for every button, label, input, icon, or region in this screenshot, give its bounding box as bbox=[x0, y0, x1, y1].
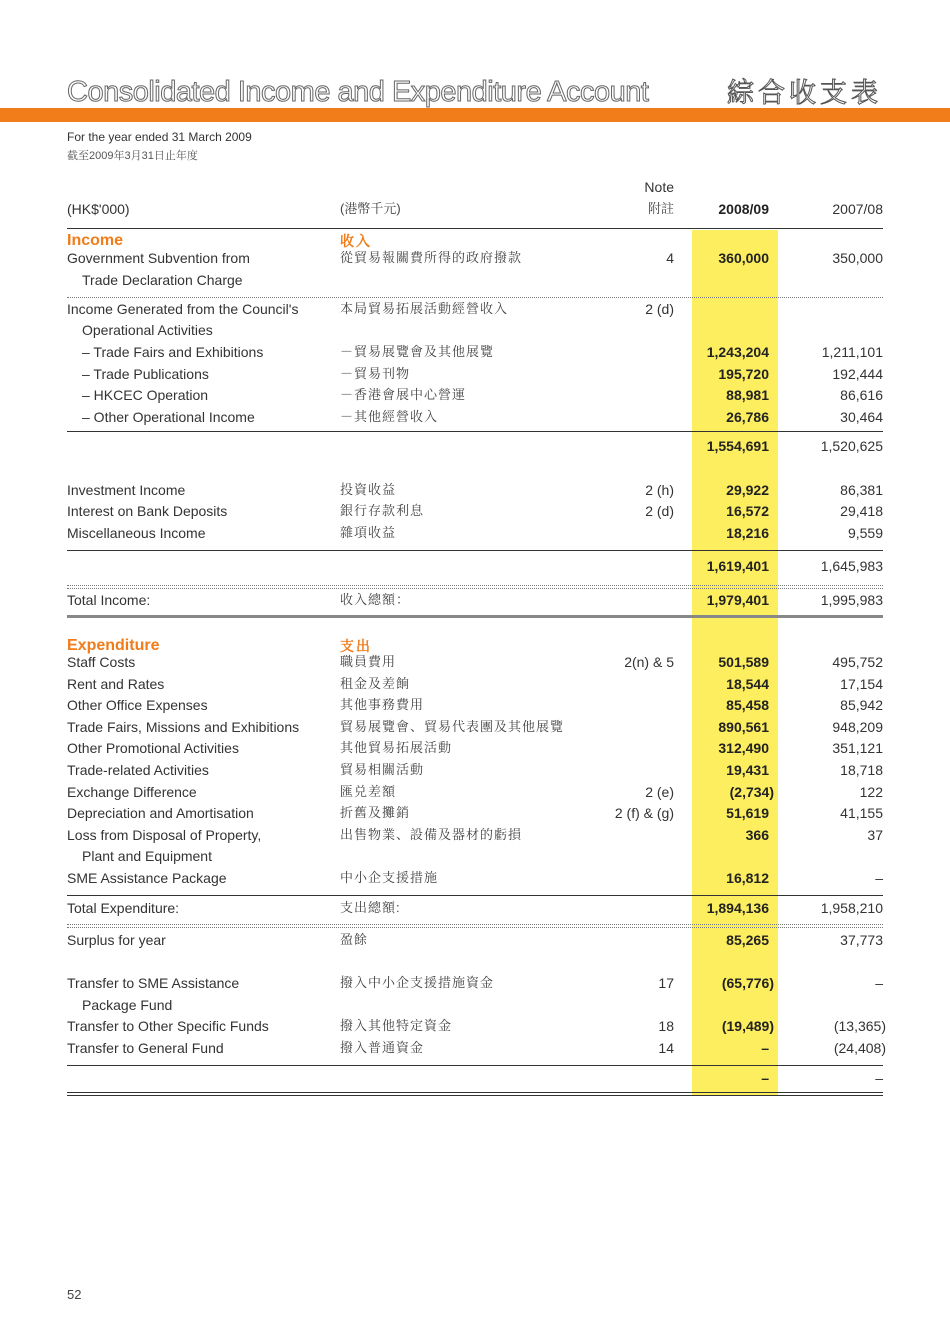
row-note: 2(n) & 5 bbox=[624, 654, 674, 670]
table-row bbox=[0, 973, 950, 993]
row-current: 18,216 bbox=[726, 525, 769, 541]
table-row bbox=[0, 501, 950, 521]
table-row bbox=[0, 868, 950, 888]
row-label-zh: 其他事務費用 bbox=[340, 697, 425, 712]
row-label-zh: －香港會展中心營運 bbox=[340, 387, 467, 402]
row-previous: 122 bbox=[859, 784, 883, 800]
row-label: Package Fund bbox=[82, 997, 173, 1013]
row-previous: 1,958,210 bbox=[820, 900, 883, 916]
row-previous: 192,444 bbox=[832, 366, 883, 382]
row-previous: 351,121 bbox=[832, 740, 883, 756]
table-row bbox=[0, 342, 950, 362]
row-label-zh: 租金及差餉 bbox=[340, 676, 411, 691]
table-row bbox=[0, 1038, 950, 1058]
row-previous: 350,000 bbox=[832, 250, 883, 266]
row-label: Interest on Bank Deposits bbox=[67, 503, 228, 519]
row-note: 2 (d) bbox=[645, 301, 674, 317]
table-row bbox=[0, 995, 950, 1015]
table-row bbox=[0, 717, 950, 737]
row-previous: 37 bbox=[867, 827, 883, 843]
row-current: – bbox=[761, 1070, 769, 1086]
row-current: (65,776) bbox=[721, 975, 774, 991]
subtotal-rule bbox=[67, 431, 883, 432]
row-label-zh: 雜項收益 bbox=[340, 525, 397, 540]
table-row bbox=[0, 523, 950, 543]
header-rule bbox=[67, 228, 883, 229]
row-previous: – bbox=[875, 1070, 883, 1086]
row-label-zh: 撥入其他特定資金 bbox=[340, 1018, 453, 1033]
row-current: 1,894,136 bbox=[706, 900, 769, 916]
table-row bbox=[0, 695, 950, 715]
row-label-zh: 收入總額： bbox=[340, 592, 411, 607]
row-previous: 1,645,983 bbox=[820, 558, 883, 574]
page-number: 52 bbox=[67, 1287, 82, 1302]
table-row bbox=[0, 320, 950, 340]
row-current: 890,561 bbox=[718, 719, 769, 735]
row-label: Total Expenditure: bbox=[67, 900, 180, 916]
row-label-zh: 匯兑差額 bbox=[340, 784, 397, 799]
row-current: 501,589 bbox=[718, 654, 769, 670]
row-note: 18 bbox=[658, 1018, 674, 1034]
row-previous: 18,718 bbox=[840, 762, 883, 778]
row-label-zh: 撥入中小企支援措施資金 bbox=[340, 975, 495, 990]
dotted-rule bbox=[67, 585, 883, 586]
row-label: Transfer to General Fund bbox=[67, 1040, 224, 1056]
row-current: 18,544 bbox=[726, 676, 769, 692]
row-current: 366 bbox=[745, 827, 769, 843]
row-label: Government Subvention from bbox=[67, 250, 250, 266]
row-label-zh: 其他貿易拓展活動 bbox=[340, 740, 453, 755]
row-previous: 86,381 bbox=[840, 482, 883, 498]
income-heading-zh: 收入 bbox=[340, 233, 372, 249]
row-previous: (24,408) bbox=[833, 1040, 886, 1056]
row-label: Total Income: bbox=[67, 592, 151, 608]
row-current: 85,265 bbox=[726, 932, 769, 948]
row-label-zh: －貿易展覽會及其他展覽 bbox=[340, 344, 495, 359]
row-label: SME Assistance Package bbox=[67, 870, 227, 886]
row-previous: 86,616 bbox=[840, 387, 883, 403]
row-label-zh: 貿易相關活動 bbox=[340, 762, 425, 777]
row-label-zh: 投資收益 bbox=[340, 482, 397, 497]
row-label-zh: 中小企支援措施 bbox=[340, 870, 439, 885]
dotted-rule bbox=[67, 588, 883, 589]
row-previous: 17,154 bbox=[840, 676, 883, 692]
table-row bbox=[0, 782, 950, 802]
row-label-zh: 折舊及攤銷 bbox=[340, 805, 411, 820]
row-label: Trade Declaration Charge bbox=[82, 272, 243, 288]
row-previous: – bbox=[875, 975, 883, 991]
double-rule-bottom bbox=[67, 1095, 883, 1096]
row-current: 1,619,401 bbox=[706, 558, 769, 574]
row-label: Rent and Rates bbox=[67, 676, 165, 692]
subtotal-rule bbox=[67, 895, 883, 896]
subtotal-rule bbox=[67, 550, 883, 551]
subtotal-rule bbox=[67, 1065, 883, 1066]
row-current: (2,734) bbox=[729, 784, 774, 800]
row-current: 16,572 bbox=[726, 503, 769, 519]
row-current: 88,981 bbox=[726, 387, 769, 403]
row-current: – bbox=[761, 1040, 769, 1056]
row-label-zh: 盈餘 bbox=[340, 932, 369, 947]
row-label-zh: 貿易展覽會、貿易代表團及其他展覽 bbox=[340, 719, 565, 734]
row-label-zh: －其他經營收入 bbox=[340, 409, 439, 424]
row-current: 51,619 bbox=[726, 805, 769, 821]
total-income-row bbox=[0, 590, 950, 610]
table-row bbox=[0, 385, 950, 405]
row-label: Investment Income bbox=[67, 482, 186, 498]
row-label-zh: 支出總額: bbox=[340, 900, 401, 915]
row-note: 14 bbox=[658, 1040, 674, 1056]
column-current-year: 2008/09 bbox=[718, 201, 769, 217]
section-rule bbox=[67, 615, 883, 618]
header-accent-band bbox=[0, 108, 950, 122]
subtotal-row bbox=[0, 436, 950, 456]
final-balance-row bbox=[0, 1068, 950, 1088]
period-zh: 截至2009年3月31日止年度 bbox=[67, 150, 198, 162]
row-label: Operational Activities bbox=[82, 322, 213, 338]
expenditure-heading-en: Expenditure bbox=[67, 637, 160, 654]
column-note-zh: 附註 bbox=[647, 201, 674, 216]
row-previous: 29,418 bbox=[840, 503, 883, 519]
column-unit-en: (HK$'000) bbox=[67, 201, 130, 217]
row-label: Trade-related Activities bbox=[67, 762, 209, 778]
row-previous: 85,942 bbox=[840, 697, 883, 713]
row-label: – HKCEC Operation bbox=[82, 387, 209, 403]
row-note: 4 bbox=[666, 250, 674, 266]
table-row bbox=[0, 248, 950, 268]
row-label: – Other Operational Income bbox=[82, 409, 255, 425]
total-expenditure-row bbox=[0, 898, 950, 918]
column-note-en: Note bbox=[644, 179, 674, 195]
row-label: – Trade Publications bbox=[82, 366, 209, 382]
row-current: 1,243,204 bbox=[706, 344, 769, 360]
column-previous-year: 2007/08 bbox=[832, 201, 883, 217]
row-current: 29,922 bbox=[726, 482, 769, 498]
row-label: Surplus for year bbox=[67, 932, 166, 948]
page-title-zh: 綜合收支表 bbox=[727, 78, 882, 108]
row-label-zh: －貿易刊物 bbox=[340, 366, 411, 381]
row-previous: 37,773 bbox=[840, 932, 883, 948]
row-label-zh: 銀行存款利息 bbox=[340, 503, 425, 518]
table-row bbox=[0, 825, 950, 845]
row-previous: 1,995,983 bbox=[820, 592, 883, 608]
row-label: Exchange Difference bbox=[67, 784, 197, 800]
table-row bbox=[0, 760, 950, 780]
row-label-zh: 撥入普通資金 bbox=[340, 1040, 425, 1055]
table-row bbox=[0, 652, 950, 672]
row-label: Transfer to SME Assistance bbox=[67, 975, 240, 991]
row-previous: 1,211,101 bbox=[821, 344, 883, 360]
dotted-rule bbox=[67, 297, 883, 298]
row-previous: 948,209 bbox=[832, 719, 883, 735]
surplus-row bbox=[0, 930, 950, 950]
income-heading-en: Income bbox=[67, 232, 124, 249]
table-row bbox=[0, 738, 950, 758]
row-current: 312,490 bbox=[718, 740, 769, 756]
row-label: Staff Costs bbox=[67, 654, 136, 670]
row-label: Other Promotional Activities bbox=[67, 740, 239, 756]
column-unit-zh: (港幣千元) bbox=[340, 201, 401, 216]
row-note: 2 (f) & (g) bbox=[614, 805, 674, 821]
row-previous: (13,365) bbox=[833, 1018, 886, 1034]
row-current: 195,720 bbox=[718, 366, 769, 382]
row-label-zh: 從貿易報關費所得的政府撥款 bbox=[340, 250, 523, 265]
row-previous: 9,559 bbox=[847, 525, 883, 541]
row-label-zh: 出售物業、設備及器材的虧損 bbox=[340, 827, 523, 842]
table-row bbox=[0, 674, 950, 694]
row-current: 16,812 bbox=[726, 870, 769, 886]
row-current: 1,979,401 bbox=[706, 592, 769, 608]
row-note: 17 bbox=[658, 975, 674, 991]
row-previous: 1,520,625 bbox=[820, 438, 883, 454]
row-label: Miscellaneous Income bbox=[67, 525, 206, 541]
table-row bbox=[0, 364, 950, 384]
row-label: Depreciation and Amortisation bbox=[67, 805, 254, 821]
row-current: 85,458 bbox=[726, 697, 769, 713]
expenditure-heading-zh: 支出 bbox=[340, 638, 372, 654]
row-note: 2 (d) bbox=[645, 503, 674, 519]
table-row bbox=[0, 846, 950, 866]
row-current: (19,489) bbox=[721, 1018, 774, 1034]
row-label: Loss from Disposal of Property, bbox=[67, 827, 262, 843]
row-note: 2 (h) bbox=[645, 482, 674, 498]
row-current: 1,554,691 bbox=[706, 438, 769, 454]
double-rule-top bbox=[67, 1092, 883, 1093]
row-label: Trade Fairs, Missions and Exhibitions bbox=[67, 719, 300, 735]
table-row bbox=[0, 480, 950, 500]
row-previous: – bbox=[875, 870, 883, 886]
page-title-en: Consolidated Income and Expenditure Account bbox=[67, 76, 649, 108]
table-row bbox=[0, 299, 950, 319]
row-label: Income Generated from the Council's bbox=[67, 301, 299, 317]
table-row bbox=[0, 407, 950, 427]
row-current: 360,000 bbox=[718, 250, 769, 266]
row-current: 19,431 bbox=[726, 762, 769, 778]
row-label-zh: 職員費用 bbox=[340, 654, 397, 669]
row-note: 2 (e) bbox=[645, 784, 674, 800]
dotted-rule bbox=[67, 927, 883, 928]
row-label: Other Office Expenses bbox=[67, 697, 208, 713]
period-en: For the year ended 31 March 2009 bbox=[67, 130, 252, 144]
row-label: Transfer to Other Specific Funds bbox=[67, 1018, 269, 1034]
table-row bbox=[0, 803, 950, 823]
table-row bbox=[0, 270, 950, 290]
row-label: Plant and Equipment bbox=[82, 848, 212, 864]
dotted-rule bbox=[67, 924, 883, 925]
subtotal-row bbox=[0, 556, 950, 576]
row-previous: 495,752 bbox=[832, 654, 883, 670]
row-previous: 30,464 bbox=[840, 409, 883, 425]
table-row bbox=[0, 1016, 950, 1036]
row-previous: 41,155 bbox=[840, 805, 883, 821]
row-label: – Trade Fairs and Exhibitions bbox=[82, 344, 264, 360]
row-label-zh: 本局貿易拓展活動經營收入 bbox=[340, 301, 509, 316]
row-current: 26,786 bbox=[726, 409, 769, 425]
